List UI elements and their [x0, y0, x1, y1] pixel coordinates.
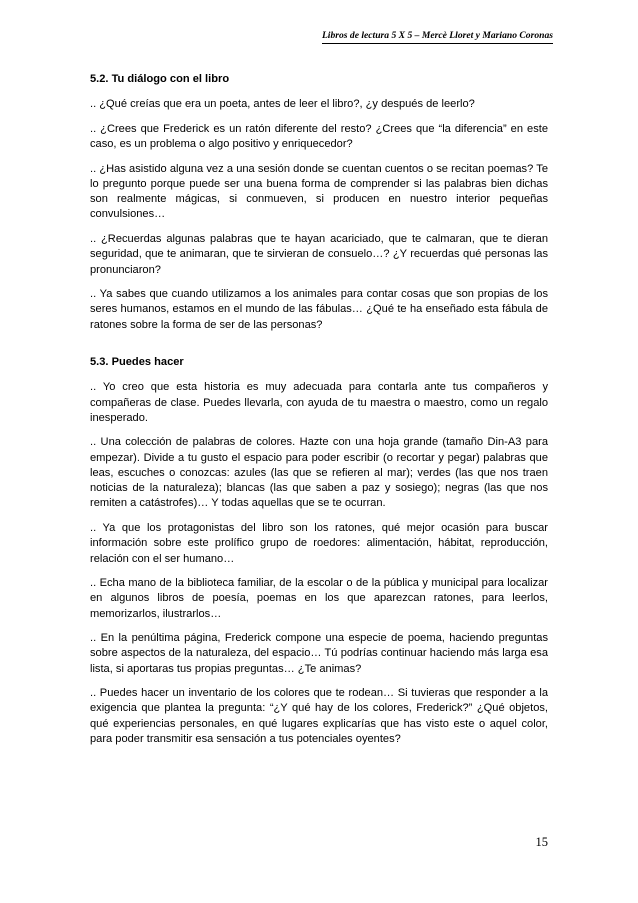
paragraph: .. ¿Qué creías que era un poeta, antes de leer el libro?, ¿y después de leerlo?	[90, 98, 475, 111]
paragraph: .. ¿Recuerdas algunas palabras que te hayan acariciado, que te calmaran, que te dieran seguridad, que te animaran, que te sirvieran de consuelo…? ¿Y recuerdas qué personas las pronunciaron?	[90, 232, 548, 276]
section-heading-puedes-hacer: 5.3. Puedes hacer	[90, 355, 184, 368]
paragraph: .. Una colección de palabras de colores. Hazte con una hoja grande (tamaño Din-A3 para empezar). Divide a tu gusto el espacio para poder escribir (o recortar y pegar) palabras que leas, escuches o conozcas: azules (las que se refieren al mar); verdes (las que nos traen noticias de la naturaleza); blancas (las que saben a paz y sosiego); negras (las que nos remiten a catástrofes)… Y todas aquellas que se te ocurran.	[90, 436, 548, 510]
page-number: 15	[535, 835, 548, 849]
paragraph: .. Ya sabes que cuando utilizamos a los animales para contar cosas que son propias de los seres humanos, estamos en el mundo de las fábulas… ¿Qué te ha enseñado esta fábula de ratones sobre la forma de ser de las personas?	[90, 288, 548, 331]
paragraph: .. Echa mano de la biblioteca familiar, de la escolar o de la pública y municipal para localizar en algunos libros de poesía, poemas en los que aparezcan ratones, para leerlos, memorizarlos, ilustrarlos…	[90, 577, 548, 620]
running-header: Libros de lectura 5 X 5 – Mercè Lloret y Mariano Coronas	[322, 30, 553, 44]
paragraph: .. Yo creo que esta historia es muy adecuada para contarla ante tus compañeros y compañeras de clase. Puedes llevarla, con ayuda de tu maestra o maestro, como un regalo inesperado.	[90, 381, 548, 424]
paragraph: .. Puedes hacer un inventario de los colores que te rodean… Si tuvieras que responder a la exigencia que plantea la pregunta: “¿Y qué hay de los colores, Frederick?” ¿Qué objetos, qué experiencias personales, en qué lugares explicarías que has visto este o aquel color, para poder transmitir esa sensación a tus potenciales oyentes?	[90, 687, 548, 746]
paragraph: .. Ya que los protagonistas del libro son los ratones, qué mejor ocasión para buscar información sobre este prolífico grupo de roedores: alimentación, hábitat, reproducción, relación con el ser humano…	[90, 521, 548, 565]
section-heading-dialogo: 5.2. Tu diálogo con el libro	[90, 73, 230, 85]
page-body	[90, 60, 548, 757]
paragraph: .. ¿Crees que Frederick es un ratón diferente del resto? ¿Crees que “la diferencia” en este caso, es un problema o algo positivo y enriquecedor?	[90, 122, 548, 151]
paragraph: .. ¿Has asistido alguna vez a una sesión donde se cuentan cuentos o se recitan poemas? Te lo pregunto porque puede ser una buena forma de comprender si las palabras bien dichas son realmente mágicas, si conmueven, si producen en nuestro interior pequeñas convulsiones…	[90, 162, 548, 221]
paragraph: .. En la penúltima página, Frederick compone una especie de poema, haciendo preguntas sobre aspectos de la naturaleza, del espacio… Tú podrías continuar haciendo más larga esa lista, si aportaras tus propias preguntas… ¿Te animas?	[90, 632, 548, 675]
